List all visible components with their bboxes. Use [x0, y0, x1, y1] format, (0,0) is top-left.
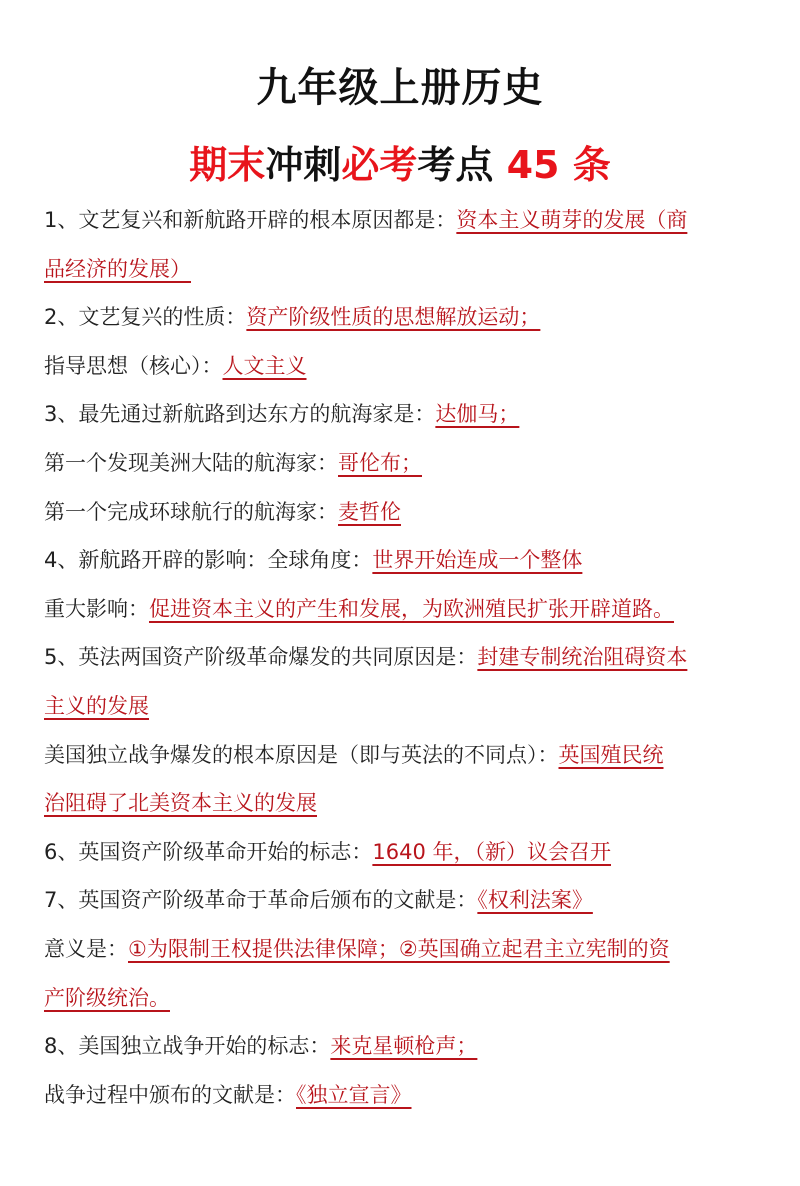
point-question: 7、英国资产阶级革命于革命后颁布的文献是：: [44, 888, 478, 913]
point-question: 8、美国独立战争开始的标志：: [44, 1034, 331, 1059]
point-answer: 英国殖民统: [558, 742, 664, 767]
document-subtitle: [0, 134, 800, 189]
point-line: [44, 392, 764, 441]
subtitle-part-kaodian: 考点: [417, 143, 507, 187]
point-answer: 世界开始连成一个整体: [372, 548, 583, 573]
point-answer: 达伽马；: [435, 402, 520, 427]
subtitle-part-chongci: 冲刺: [265, 143, 342, 187]
point-question: 第一个完成环球航行的航海家：: [44, 499, 338, 524]
point-line: [44, 733, 764, 782]
point-answer: 主义的发展: [44, 693, 149, 718]
point-answer: 封建专制统治阻碍资本: [477, 645, 688, 670]
point-answer: 来克星顿枪声；: [330, 1034, 478, 1059]
point-answer: 麦哲伦: [338, 499, 401, 524]
point-question: 1、文艺复兴和新航路开辟的根本原因都是：: [44, 208, 457, 232]
subtitle-part-bikao: 必考: [341, 143, 418, 187]
point-answer: 《独立宣言》: [296, 1082, 412, 1107]
point-answer: 促进资本主义的产生和发展，为欧洲殖民扩张开辟道路。: [149, 596, 674, 621]
point-line: [44, 976, 764, 1025]
point-line: [44, 198, 764, 247]
point-answer: 资产阶级性质的思想解放运动；: [246, 305, 541, 330]
exam-points-list: [44, 198, 764, 1121]
point-question: 4、新航路开辟的影响：全球角度：: [44, 548, 373, 573]
point-line: [44, 295, 764, 344]
point-answer: 哥伦布；: [338, 450, 422, 475]
point-answer: 产阶级统治。: [44, 985, 170, 1010]
point-answer: 资本主义萌芽的发展（商: [456, 208, 688, 232]
point-question: 意义是：: [44, 936, 128, 961]
point-line: [44, 1024, 764, 1073]
point-question: 5、英法两国资产阶级革命爆发的共同原因是：: [44, 645, 478, 670]
point-line: [44, 830, 764, 879]
point-question: 第一个发现美洲大陆的航海家：: [44, 450, 338, 475]
point-question: 2、文艺复兴的性质：: [44, 305, 247, 330]
subtitle-part-qimo: 期末: [189, 143, 266, 187]
point-line: [44, 247, 764, 296]
point-line: [44, 684, 764, 733]
point-answer: 1640 年，（新）议会召开: [372, 839, 611, 864]
point-question: 美国独立战争爆发的根本原因是（即与英法的不同点）：: [44, 742, 559, 767]
point-answer: 《权利法案》: [477, 888, 593, 913]
point-line: [44, 441, 764, 490]
point-line: [44, 878, 764, 927]
point-line: [44, 538, 764, 587]
point-answer: 治阻碍了北美资本主义的发展: [44, 791, 317, 816]
point-question: 指导思想（核心）：: [44, 353, 223, 378]
point-line: [44, 927, 764, 976]
point-answer: 人文主义: [222, 353, 307, 378]
point-question: 重大影响：: [44, 596, 149, 621]
point-line: [44, 587, 764, 636]
point-line: [44, 490, 764, 539]
document-title: 九年级上册历史: [256, 65, 544, 111]
point-answer: ①为限制王权提供法律保障；②英国确立起君主立宪制的资: [128, 936, 670, 961]
point-line: [44, 635, 764, 684]
point-question: 战争过程中颁布的文献是：: [44, 1082, 296, 1107]
point-question: 3、最先通过新航路到达东方的航海家是：: [44, 402, 436, 427]
point-answer: 品经济的发展）: [44, 256, 191, 281]
point-line: [44, 1073, 764, 1122]
subtitle-part-count: 45 条: [506, 143, 611, 187]
point-question: 6、英国资产阶级革命开始的标志：: [44, 839, 373, 864]
point-line: [44, 344, 764, 393]
point-line: [44, 781, 764, 830]
